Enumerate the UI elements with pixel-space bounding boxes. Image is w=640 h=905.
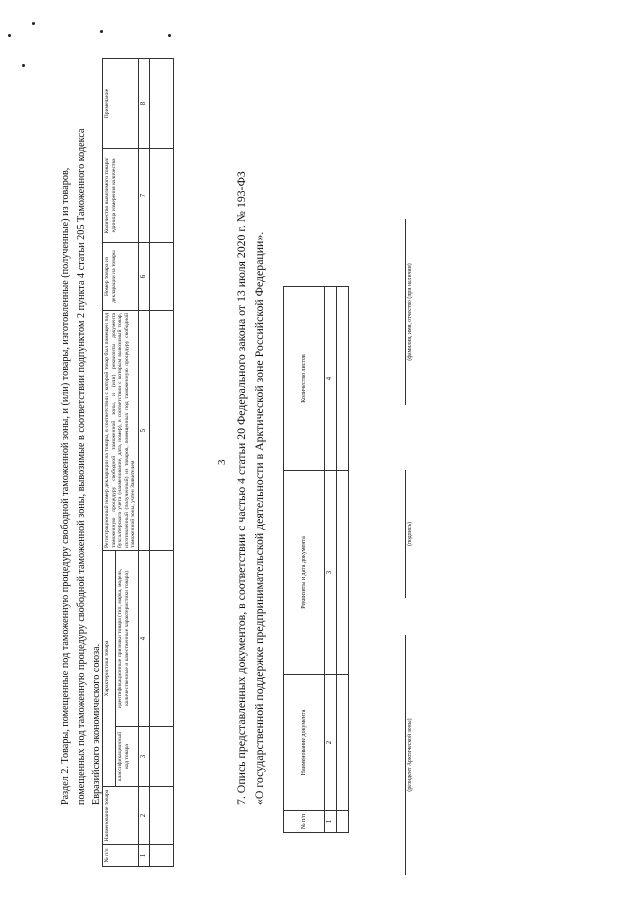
goods-col-note: Примечание (103, 58, 139, 148)
scan-speck (32, 22, 35, 25)
docs-col-sheets: Количество листов (284, 287, 325, 471)
goods-empty-cell (149, 58, 173, 148)
goods-number-row (138, 58, 149, 866)
section-2-line: Раздел 2. Товары, помещенные под таможенную процедуру свободной таможенной зоны, и (или) товары, изготовленные (полученные) из товаров, (60, 167, 71, 805)
docs-col-number: 4 (325, 287, 337, 471)
page-number: 3 (216, 459, 228, 465)
goods-empty-cell (149, 550, 173, 726)
section-7-line: «О государственной поддержке предпринимательской деятельности в Арктической зоне Российской Федерации». (252, 231, 266, 805)
scan-speck (8, 34, 11, 37)
fullname-line (405, 219, 406, 405)
goods-table (102, 58, 174, 867)
fullname-caption: (фамилия, имя, отчество (при наличии) (407, 263, 413, 361)
goods-empty-cell (149, 148, 173, 242)
goods-col-number: 3 (138, 727, 149, 787)
goods-col-quantity: Количество вывозимого товара/единица измерения количества (103, 148, 139, 242)
goods-col-number: 2 (138, 787, 149, 845)
goods-col-registration: Регистрационный номер декларации на товары, в соответствии с которой товар был помещен под таможенную процедуру свободной таможенной зоны, и (или) реквизиты документа бухгалтерского учета (наименование, дата, номер), в соответствии с которым вывозимый товар, изготовленный (полученный) из товаров, помещенных под таможенную процедуру свободной таможенной зоны, учтен Заявителем (103, 310, 139, 550)
section-7-heading (232, 5, 268, 805)
scan-speck (168, 34, 171, 37)
docs-empty-cell (337, 675, 349, 811)
section-2-line: Евразийского экономического союза. (91, 643, 102, 805)
goods-col-item-no: Номер товара из декларации на товары (103, 242, 139, 310)
docs-number-row (325, 287, 337, 833)
goods-col-identification: идентификационные признаки товара (тип, марка, модель, количественные и качественные характеристики товара) (116, 550, 139, 726)
docs-col-requisites: Реквизиты и дата документа (284, 471, 325, 675)
documents-table (283, 286, 349, 833)
goods-empty-cell (149, 242, 173, 310)
docs-col-no: № п/п (284, 811, 325, 833)
section-2-line: помещенных под таможенную процедуру свободной таможенной зоны, вывозимые в соответствии подпунктом 2 пункта 4 статьи 205 Таможенного кодекса (75, 128, 87, 805)
docs-col-number: 1 (325, 811, 337, 833)
goods-col-name: Наименование товара (103, 787, 139, 845)
goods-empty-cell (149, 727, 173, 787)
goods-col-number: 1 (138, 845, 149, 867)
goods-empty-cell (149, 310, 173, 550)
goods-empty-cell (149, 845, 173, 867)
goods-col-number: 5 (138, 310, 149, 550)
goods-col-number: 7 (138, 148, 149, 242)
signature-caption: (подпись) (407, 521, 413, 547)
section-7-line: 7. Опись представленных документов, в соответствии с частью 4 статьи 20 Федерального закона от 13 июля 2020 г. № 193-ФЗ (234, 171, 248, 805)
goods-group-characteristics: Характеристики товара (103, 550, 116, 786)
docs-empty-cell (337, 287, 349, 471)
docs-col-number: 3 (325, 471, 337, 675)
signature-line (405, 470, 406, 598)
resident-signature-line (405, 635, 406, 875)
goods-col-number: 8 (138, 58, 149, 148)
goods-col-classification: классификационный код товара (116, 727, 139, 787)
goods-header-row (103, 58, 116, 866)
docs-header-row (284, 287, 325, 833)
goods-col-number: 4 (138, 550, 149, 726)
goods-col-number: 6 (138, 242, 149, 310)
goods-col-no: № п/п (103, 845, 139, 867)
section-2-heading (58, 5, 105, 805)
scan-speck (22, 64, 25, 67)
resident-caption: (резидент Арктической зоны) (407, 718, 413, 792)
goods-empty-row (149, 58, 173, 866)
docs-empty-row (337, 287, 349, 833)
docs-col-number: 2 (325, 675, 337, 811)
docs-empty-cell (337, 811, 349, 833)
docs-empty-cell (337, 471, 349, 675)
docs-col-name: Наименование документа (284, 675, 325, 811)
goods-empty-cell (149, 787, 173, 845)
